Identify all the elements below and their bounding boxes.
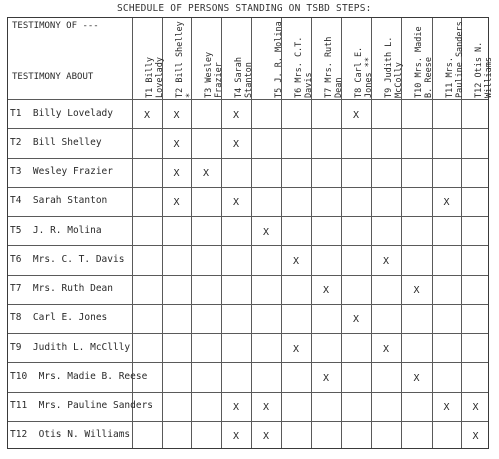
row-label-t9: [10, 341, 130, 355]
column-header-label: T6 Mrs. C.T. Davis: [294, 36, 314, 98]
row-name: Wesley Frazier: [32, 166, 113, 178]
mark-t1-t2: X: [173, 109, 180, 121]
row-divider: [8, 421, 488, 422]
column-header-label: T10 Mrs. Madie B. Reese: [414, 26, 434, 98]
column-header-t8: [342, 20, 374, 98]
header-testimony-of: TESTIMONY OF ---: [12, 21, 99, 31]
row-label-t6: [10, 253, 124, 267]
mark-t4-t11: X: [443, 197, 450, 209]
row-name: Mrs. Pauline Sanders: [38, 400, 154, 412]
mark-t1-t4: X: [232, 109, 240, 121]
row-name: Billy Lovelady: [32, 107, 113, 119]
mark-t3-t3: X: [202, 168, 210, 180]
row-divider: [8, 362, 488, 363]
schedule-table: [7, 17, 494, 449]
row-code: T9: [10, 341, 22, 353]
row-divider: [8, 392, 488, 393]
mark-t5-t5: X: [262, 226, 270, 238]
row-divider: [8, 128, 488, 129]
column-header-t5: [252, 20, 284, 98]
row-divider: [8, 158, 488, 159]
row-code: T12: [10, 429, 28, 441]
row-label-t3: [10, 165, 113, 179]
column-header-label: T7 Mrs. Ruth Dean: [324, 36, 344, 98]
mark-t6-t9: X: [382, 255, 390, 267]
row-name: Mrs. Madie B. Reese: [38, 370, 148, 382]
mark-t10-t10: X: [413, 372, 420, 384]
row-code: T11: [10, 400, 28, 412]
column-header-t3: [192, 20, 224, 98]
column-header-label: T4 Sarah Stanton: [234, 57, 254, 98]
row-label-t7: [10, 282, 113, 296]
mark-t3-t2: X: [173, 168, 180, 180]
row-code: T2: [10, 136, 22, 148]
column-header-t9: [372, 20, 404, 98]
column-header-t6: [282, 20, 314, 98]
row-name: J. R. Molina: [32, 224, 102, 236]
row-divider: [8, 187, 488, 188]
row-code: T7: [10, 283, 22, 295]
mark-t2-t2: X: [173, 138, 180, 150]
mark-t6-t6: X: [292, 255, 300, 267]
column-header-t10: [402, 20, 434, 98]
row-divider: [8, 304, 488, 305]
column-header-label: T11 Mrs. Pauline Sanders: [445, 21, 465, 98]
row-divider: [8, 99, 488, 100]
mark-t1-t8: X: [352, 109, 360, 121]
mark-t7-t10: X: [413, 285, 420, 297]
row-divider: [8, 275, 488, 276]
row-label-t12: [10, 428, 130, 442]
row-label-t1: [10, 107, 113, 121]
column-header-label: T2 Bill Shelley *: [175, 21, 195, 98]
mark-t12-t5: X: [262, 431, 270, 443]
mark-t11-t12: X: [472, 402, 479, 414]
mark-t9-t9: X: [382, 343, 390, 355]
row-divider: [8, 333, 488, 334]
row-code: T10: [10, 370, 28, 382]
mark-t11-t4: X: [232, 402, 240, 414]
column-header-label: T1 Billy Lovelady: [145, 57, 165, 98]
row-name: Judith L. McCllly: [32, 341, 131, 353]
row-label-t8: [10, 311, 107, 325]
row-name: Otis N. Williams: [38, 429, 131, 441]
row-label-t5: [10, 224, 102, 238]
row-name: Sarah Stanton: [32, 195, 108, 207]
mark-t8-t8: X: [352, 314, 360, 326]
column-header-t11: [433, 20, 465, 98]
mark-t12-t4: X: [232, 431, 240, 443]
row-code: T3: [10, 166, 22, 178]
row-code: T5: [10, 224, 22, 236]
row-code: T8: [10, 312, 22, 324]
row-code: T1: [10, 107, 22, 119]
row-name: Mrs. C. T. Davis: [32, 253, 125, 265]
column-header-t7: [312, 20, 344, 98]
row-name: Bill Shelley: [32, 136, 102, 148]
column-header-t2: [163, 20, 195, 98]
row-label-t2: [10, 136, 102, 150]
column-header-label: T9 Judith L. McColly: [384, 36, 404, 98]
mark-t2-t4: X: [232, 138, 240, 150]
column-header-t12: [462, 20, 494, 98]
document-title: SCHEDULE OF PERSONS STANDING ON TSBD STEPS:: [117, 3, 372, 14]
mark-t10-t7: X: [322, 372, 330, 384]
row-code: T4: [10, 195, 22, 207]
column-header-label: T3 Wesley Frazier: [204, 51, 224, 98]
column-header-label: T12 Otis N. Williams: [474, 41, 494, 98]
row-divider: [8, 216, 488, 217]
mark-t4-t4: X: [232, 197, 240, 209]
mark-t4-t2: X: [173, 197, 180, 209]
mark-t11-t11: X: [443, 402, 450, 414]
column-header-t4: [222, 20, 254, 98]
mark-t1-t1: X: [143, 109, 151, 121]
row-divider: [8, 245, 488, 246]
header-testimony-about: TESTIMONY ABOUT: [12, 72, 94, 82]
row-code: T6: [10, 253, 22, 265]
column-header-t1: [133, 20, 165, 98]
row-label-t4: [10, 194, 107, 208]
mark-t12-t12: X: [472, 431, 479, 443]
row-label-t10: [10, 370, 147, 384]
column-header-label: T5 J. R. Molina: [274, 21, 284, 98]
row-label-t11: [10, 399, 153, 413]
row-name: Mrs. Ruth Dean: [32, 283, 113, 295]
column-header-label: T8 Carl E. Jones **: [354, 46, 374, 98]
mark-t7-t7: X: [322, 285, 330, 297]
row-name: Carl E. Jones: [32, 312, 108, 324]
mark-t9-t6: X: [292, 343, 300, 355]
mark-t11-t5: X: [262, 402, 270, 414]
